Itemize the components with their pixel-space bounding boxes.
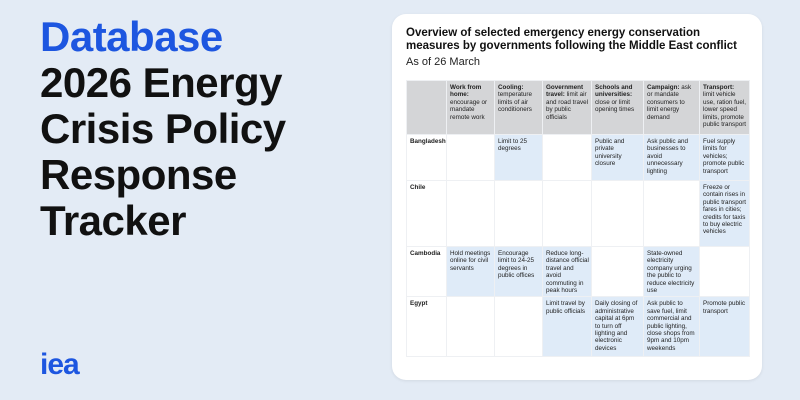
column-header-schools: Schools and universities: close or limit opening times bbox=[592, 81, 644, 135]
overview-card bbox=[392, 14, 762, 380]
table-cell: Public and private university closure bbox=[592, 135, 644, 181]
table-cell: Limit travel by public officials bbox=[543, 297, 592, 357]
table-row-egypt bbox=[407, 297, 750, 357]
table-cell bbox=[592, 247, 644, 297]
table-cell: Fuel supply limits for vehicles; promote public transport bbox=[700, 135, 750, 181]
table-cell: Ask public and businesses to avoid unnecessary lighting bbox=[644, 135, 700, 181]
table-cell: Encourage limit to 24-25 degrees in public offices bbox=[495, 247, 543, 297]
table-cell bbox=[592, 181, 644, 247]
iea-logo: iea bbox=[40, 348, 79, 381]
hero-block bbox=[40, 14, 380, 244]
table-cell bbox=[543, 135, 592, 181]
country-label: Cambodia bbox=[407, 247, 447, 297]
table-cell bbox=[495, 297, 543, 357]
table-row-chile bbox=[407, 181, 750, 247]
table-cell bbox=[495, 181, 543, 247]
column-header-campaign: Campaign: ask or mandate consumers to limit energy demand bbox=[644, 81, 700, 135]
table-cell: Promote public transport bbox=[700, 297, 750, 357]
column-header-transport: Transport: limit vehicle use, ration fuel, lower speed limits, promote public transport bbox=[700, 81, 750, 135]
page-title bbox=[40, 14, 380, 244]
table-cell bbox=[644, 181, 700, 247]
card-subtitle: As of 26 March bbox=[406, 56, 480, 68]
table-corner-cell bbox=[407, 81, 447, 135]
table-header-row bbox=[407, 81, 750, 135]
table-row-cambodia bbox=[407, 247, 750, 297]
table-cell: Reduce long-distance official travel and avoid commuting in peak hours bbox=[543, 247, 592, 297]
table-cell bbox=[447, 181, 495, 247]
table-cell: Freeze or contain rises in public transport fares in cities; credits for taxis to buy electric vehicles bbox=[700, 181, 750, 247]
table-row-bangladesh bbox=[407, 135, 750, 181]
table-cell bbox=[447, 297, 495, 357]
column-header-government-travel: Government travel: limit air and road travel by public officials bbox=[543, 81, 592, 135]
table-cell: Ask public to save fuel, limit commercial and public lighting, close shops from 9pm and 10pm weekends bbox=[644, 297, 700, 357]
measures-table bbox=[406, 80, 750, 357]
table-cell: Hold meetings online for civil servants bbox=[447, 247, 495, 297]
title-accent: Database bbox=[40, 13, 223, 60]
table-cell: Limit to 25 degrees bbox=[495, 135, 543, 181]
card-title: Overview of selected emergency energy conservation measures by governments following the Middle East conflict bbox=[406, 27, 738, 52]
column-header-cooling: Cooling: temperature limits of air conditioners bbox=[495, 81, 543, 135]
country-label: Egypt bbox=[407, 297, 447, 357]
country-label: Chile bbox=[407, 181, 447, 247]
table-cell: State-owned electricity company urging the public to reduce electricity use bbox=[644, 247, 700, 297]
title-main: 2026 Energy Crisis Policy Response Tracker bbox=[40, 59, 286, 244]
table-cell bbox=[543, 181, 592, 247]
table-cell: Daily closing of administrative capital at 6pm to turn off lighting and electronic devices bbox=[592, 297, 644, 357]
column-header-work-from-home: Work from home: encourage or mandate remote work bbox=[447, 81, 495, 135]
table-cell bbox=[700, 247, 750, 297]
table-cell bbox=[447, 135, 495, 181]
country-label: Bangladesh bbox=[407, 135, 447, 181]
